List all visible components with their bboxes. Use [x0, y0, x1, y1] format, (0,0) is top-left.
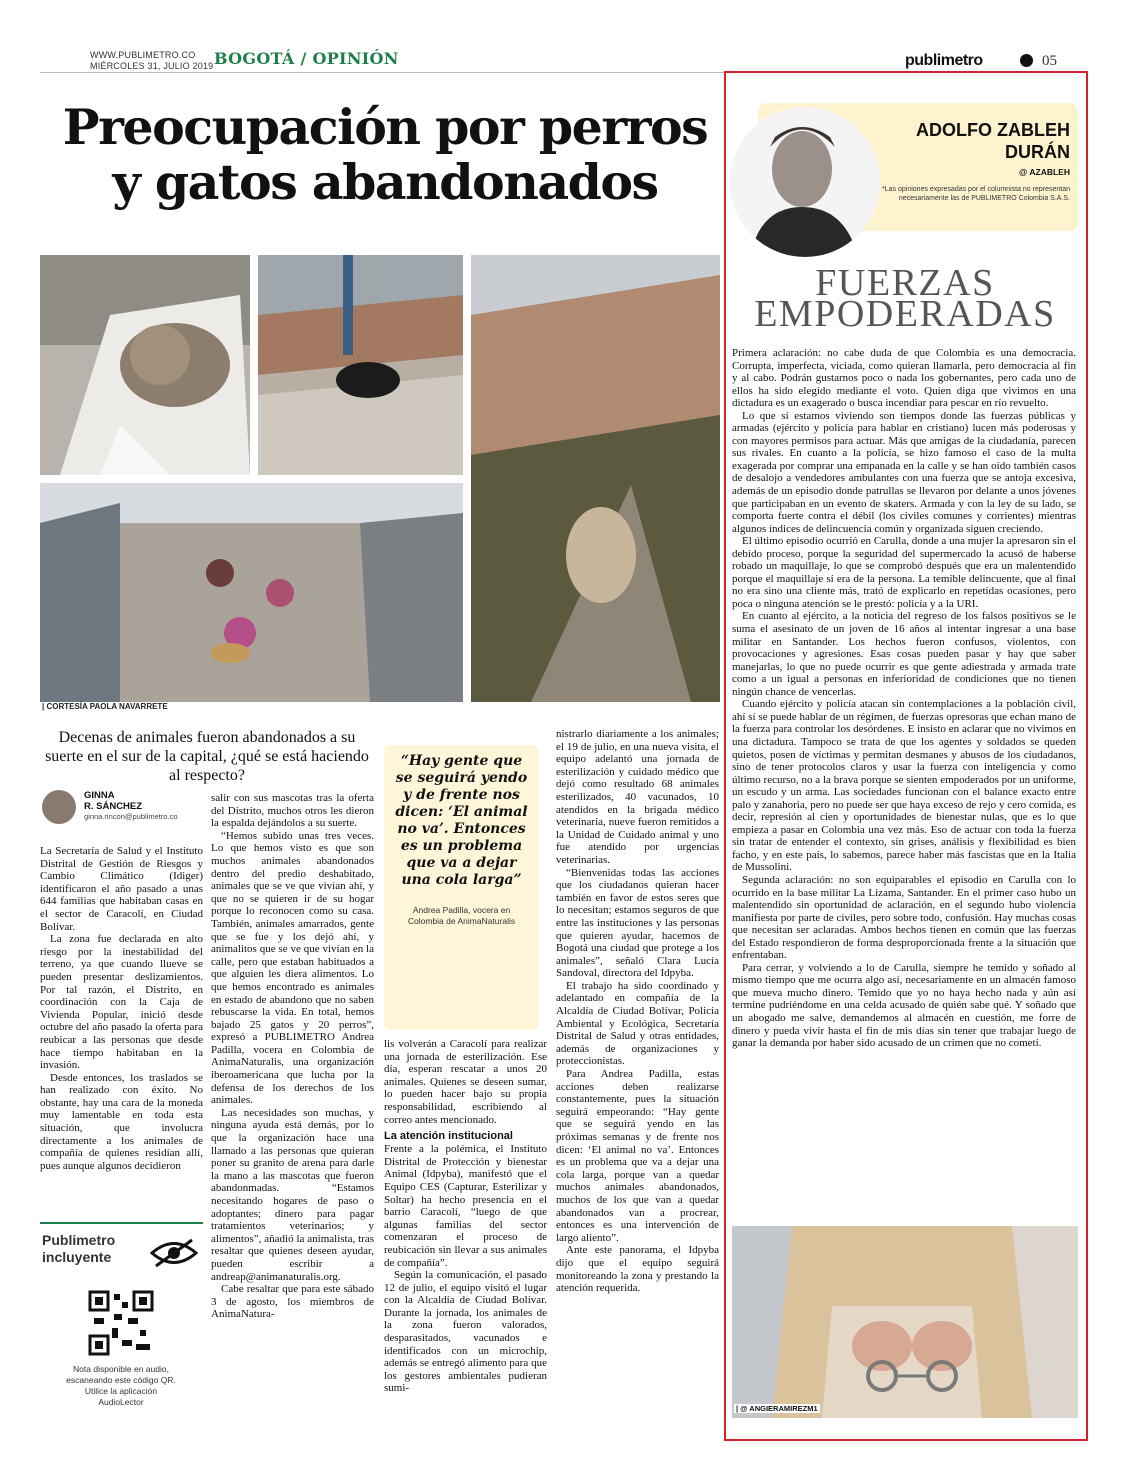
paragraph: Segunda aclaración: no son equiparables el episodio en Carulla con lo ocurrido en la base militar La Lizama, Santander. En el primer caso hubo un malentendido sin oportunidad de aclaración, en el segundo hubo violencia manifiesta por parte de civiles, pero sobre todo, confusión. Hay muchas cosas que necesitan ser aclaradas. Ambos hechos tienen en común que las fuerzas del Estado respondieron de forma desproporcionada frente a la situación que enfrentaban. [732, 873, 1076, 962]
photo-handcuffs [732, 1226, 1078, 1418]
paragraph: Frente a la polémica, el Instituto Distrital de Protección y bienestar Animal (Idpyba), manifestó que el Equipo CES (Capturar, Esterilizar y Soltar) ha hecho presencia en el barrio Caracolí, “luego de que algunas familias del sector comenzaran el proceso de reubicación sin llevar a sus animales de compañía”. [384, 1143, 547, 1269]
paragraph: En cuanto al ejército, a la noticia del regreso de los falsos positivos se le suma el asesinato de un joven de 16 años al intentar ingresar a una base militar en Santander. Los hechos fueron confusos, violentos, con provocaciones y agresiones. Esas cosas pueden pasar y hay que saber manejarlas, lo que no puede ocurrir es que gente adiestrada y armada trate como a un igual a personas en inferioridad de condiciones que no tienen ningún chance de vencerlas. [732, 610, 1076, 698]
author-last-name: R. SÁNCHEZ [84, 801, 143, 812]
columnist-disclaimer: *Las opiniones expresadas por el columnista no representan necesariamente las de PUBLIMETRO Colombia S.A.S. [882, 186, 1070, 202]
masthead-url: WWW.PUBLIMETRO.CO [90, 50, 196, 60]
paragraph: “Bienvenidas todas las acciones que los ciudadanos quieran hacer también en favor de estos seres que lo necesitan; estamos seguros de que entre las instituciones y las personas que quieren ayudar, hacemos de Bogotá una ciudad que protege a los animales”, señaló Clara Lucía Sandoval, directora del Idpyba. [556, 866, 719, 980]
paragraph: Lo que sí estamos viviendo son tiempos donde las fuerzas públicas y armadas (ejército y policía para hablar en cristiano) lucen más poderosas y con mayores permisos para actuar. Más que amigas de la ciudadanía, parecen sus rivales. En cuanto a la policía, se hizo famoso el caso de la multa exagerada por comprar una empanada en la calle y se han oído también casos de desalojo a vendedores ambulantes con una fuerza que se antoja excesiva, además de un episodio donde patrullas se llevaron por delante a unos jóvenes que participaban en un evento de skaters. Armada y con la ley de su lado, se comporta fuerte contra el débil (los civiles comunes y corrientes) mientras algunos índices de delincuencia común y organizada siguen creciendo. [732, 409, 1076, 535]
photo-cat [40, 255, 250, 475]
column-body [732, 347, 1076, 1050]
column-title-line-2: EMPODERADAS [754, 293, 1056, 335]
paragraph: Ante este panorama, el Idpyba dijo que el equipo seguirá monitoreando la zona y prestando la atención requerida. [556, 1244, 719, 1295]
paragraph: La zona fue declarada en alto riesgo por la inestabilidad del terreno, ya que cuando llueve se pueden presentar deslizamientos. Por tal razón, el Distrito, en coordinación con la Caja de Vivienda Popular, inició desde octubre del año pasado la oferta para reubicar a las personas que desde hace tiempo habitaban en la invasión. [40, 933, 203, 1072]
article-column-3 [384, 1038, 547, 1395]
photo-people-animals [40, 483, 463, 702]
paragraph: Para cerrar, y volviendo a lo de Carulla, siempre he temido y soñado al mismo tiempo que me ocurra algo así, necesariamente en un almacén famoso que mueva mucho dinero. Temido que yo no haya hecho nada y aún así termine pudriéndome en una celda acusado de quién sabe qué. Y soñado que un abogado me salve, demandemos al almacén en cuestión, me forre de dinero y pueda vivir hasta el fin de mis días sin tener que trabajar luego de ganar la demanda por haber sido acusado de un crimen que no cometí. [732, 961, 1076, 1050]
author-avatar [42, 790, 76, 824]
masthead-date: MIÉRCOLES 31, JULIO 2019 [90, 61, 214, 71]
paragraph: Desde entonces, los traslados se han realizado con éxito. No obstante, hay una cara de la moneda muy lamentable en toda esta situación, que involucra directamente a los animales de compañía de quienes residían allí, pues aunque algunos decidieron [40, 1071, 203, 1172]
columnist-header [730, 103, 1080, 253]
column-title-line-1: FUERZAS [815, 262, 995, 304]
masthead-meta [90, 50, 213, 72]
globe-icon [1020, 54, 1033, 67]
paragraph: El último episodio ocurrió en Carulla, donde a una mujer la apresaron sin el debido proceso, porque la seguridad del supermercado la acusó de haberse robado un maquillaje, lo que se comprobó después que era un malentendido porque el maquillaje sí era de la persona. La temible delincuente, que al final no era sino una cliente más, trató de explicarlo en repetidas ocasiones, pero poca o ninguna atención se le prestó: policía y a la URI. [732, 535, 1076, 610]
qr-code[interactable] [88, 1290, 154, 1356]
subhead: La atención institucional [384, 1130, 513, 1143]
article-byline [42, 790, 202, 824]
eye-icon [150, 1238, 198, 1268]
columnist-handle: @ AZABLEH [1019, 167, 1070, 177]
author-email: ginna.rincon@publimetro.co [84, 812, 178, 821]
pull-quote-attribution: Andrea Padilla, vocera en Colombia de AnimaNaturalis [407, 905, 516, 926]
paragraph: Para Andrea Padilla, estas acciones deben realizarse constantemente, pues la situación seguirá empeorando: “Hay gente que se seguirá yendo en las próximas semanas y de frente nos dicen: ‘El animal no va’. Entonces es un problema que va a dejar una cola larga, porque van a quedar muchos animales abandonados, muchos de los que van a quedar abandonados van a procrear, entonces es una intervención de largo aliento”. [556, 1068, 719, 1244]
page-number: 05 [1042, 53, 1057, 69]
pull-quote-text: “Hay gente que se seguirá yendo y de frente nos dicen: ‘El animal no va’. Entonces es un problema que va a dejar una cola larga” [395, 753, 528, 888]
paragraph: “Hemos subido unas tres veces. Lo que hemos visto es que son muchos animales abandonados dentro del predio deshabitado, animales que se ve que vivían ahí, y que no se quieren ir de su hogar porque lo reconocen como su casa. También, animales amarrados, gente que se fue y los dejó ahí, y animalitos que se ve que vivían en la calle, pero que estaban habituados a que alguien les diera alimentos. Lo que hemos encontrado es animales en estado de abandono que no saben rebuscarse la vida. En total, hemos bajado 25 gatos y 20 perros”, expresó a PUBLIMETRO Andrea Padilla, vocera en Colombia de AnimaNaturalis, una organización iberoamericana que lucha por la defensa de los derechos de los animales. [211, 829, 374, 1107]
paragraph: Según la comunicación, el pasado 12 de julio, el equipo visitó el lugar con la Alcaldía de Ciudad Bolívar. Durante la jornada, los animales de la zona fueron valorados, desparasitados, vacunados e identificados con un microchip, además se entregó alimento para que los gestores ambientales pudieran sumi- [384, 1269, 547, 1395]
author-first-name: GINNA [84, 790, 115, 801]
columnist-name [900, 119, 1070, 163]
photo-dog-hillside [471, 255, 720, 702]
article-column-4 [556, 728, 719, 1295]
article-lead: Decenas de animales fueron abandonados a su suerte en el sur de la capital, ¿qué se está haciendo al respecto? [45, 729, 369, 784]
inclusive-note: Nota disponible en audio, escaneando este código QR. Utilice la aplicación AudioLector [66, 1364, 176, 1407]
paragraph: salir con sus mascotas tras la oferta del Distrito, muchos otros les dieron la espalda dejándolos a su suerte. [211, 792, 374, 830]
headline-line-1: Preocupación por perros [62, 98, 708, 156]
inclusive-title-2: incluyente [42, 1249, 112, 1265]
publimetro-logo: publimetro [905, 52, 983, 69]
columnist-photo [730, 107, 880, 257]
photo-black-cat [258, 255, 463, 475]
column-title [730, 262, 1080, 335]
paragraph: Las necesidades son muchas, y ninguna ayuda está demás, por lo que la organización hace una llamado a las personas que quieran poner su granito de arena para darle la mano a las mascotas que fueron abandonmadas. “Estamos necesitando hogares de paso o adoptantes; dinero para pagar tratamientos veterinarios; y alimentos”, añadió la animalista, tras resaltar que quienes deseen ayudar, pueden escribir a andreap@animanaturalis.org. [211, 1106, 374, 1283]
paragraph: Cuando ejército y policía atacan sin contemplaciones a la población civil, ahí sí se puede hablar de un régimen, de fuerzas opresoras que echan mano de la fuerza para controlar los desórdenes. E insisto en aclarar que no vivimos en una dictadura. Tampoco se trata de que los agentes y soldados se queden quietos, posen de víctimas y permitan desmanes y abusos de los ciudadanos, sino de tener protocolos claros y usar la fuerza con inteligencia y como último recurso, no a la brava porque se sienten empoderados por un uniforme, un escudo y un arma. Las sociedades funcionan con el balance exacto entre palo y zanahoria, pero no puede ser que haya exceso de rejo y cero comida, es decir, represión al cien y oportunidades de bienestar nulas, que es lo que empieza a pasar en Colombia una vez más. Eso de actuar con toda la fuerza sin tratar de entender el contexto, sin grises, análisis y flexibilidad es bien facho, y en este país, lo sabemos, parece haber más fascistas que en la Italia de Mussolini. [732, 698, 1076, 874]
article-column-1 [40, 845, 203, 1172]
paragraph: Primera aclaración: no cabe duda de que Colombia es una democracia. Corrupta, imperfecta, viciada, como quieran llamarla, pero democracia al fin y al cabo. Podrán gustarnos poco o nada los gobernantes, pero cada uno de ellos ha sido elegido mediante el voto. Quien diga que vivimos en una dictadura es un exagerado o busca incendiar para pescar en río revuelto. [732, 347, 1076, 410]
article-column-2 [211, 792, 374, 1321]
paragraph: Cabe resaltar que para este sábado 3 de agosto, los miembros de AnimaNatura- [211, 1283, 374, 1321]
inclusive-title-1: Publimetro [42, 1232, 116, 1248]
photo-credit: | CORTESÍA PAOLA NAVARRETE [42, 702, 168, 711]
paragraph: La Secretaría de Salud y el Instituto Distrital de Gestión de Riesgos y Cambio Climático (Idiger) identificaron el año pasado a unas 644 familias que habitaban casas en el sector de Caracolí, en Ciudad Bolívar. [40, 845, 203, 933]
columnist-name-line-1: ADOLFO ZABLEH [916, 120, 1070, 140]
article-headline [40, 100, 730, 211]
paragraph: El trabajo ha sido coordinado y adelantado en compañía de la Alcaldía de Ciudad Bolívar, Policía Ambiental y Ecológica, Secretaría Distrital de Salud y otras entidades, además de organizaciones y proteccionistas. [556, 979, 719, 1068]
columnist-name-line-2: DURÁN [1005, 142, 1070, 162]
headline-line-2: y gatos abandonados [112, 153, 658, 212]
paragraph: lis volverán a Caracolí para realizar una jornada de esterilización. Ese día, esperan rescatar a unos 20 animales. Quienes se deseen sumar, lo pueden hacer bajo su propia responsabilidad, escribiendo al correo antes mencionado. [384, 1038, 547, 1126]
pull-quote [384, 745, 539, 1030]
section-label: BOGOTÁ / OPINIÓN [214, 49, 399, 68]
column-photo-credit: | @ ANGIERAMIREZM1 [736, 1404, 818, 1413]
paragraph: nistrarlo diariamente a los animales; el 19 de julio, en una nueva visita, el equipo adelantó una jornada de esterilización y cuidado médico que dejó como resultado 68 animales esterilizados, 40 vacunados, 10 atendidos en la brigada médico veterinaria, nueve fueron remitidos a la Unidad de Cuidado animal y uno fue atendido por urgencias veterinarias. [556, 728, 719, 866]
inclusive-rule [40, 1222, 203, 1224]
